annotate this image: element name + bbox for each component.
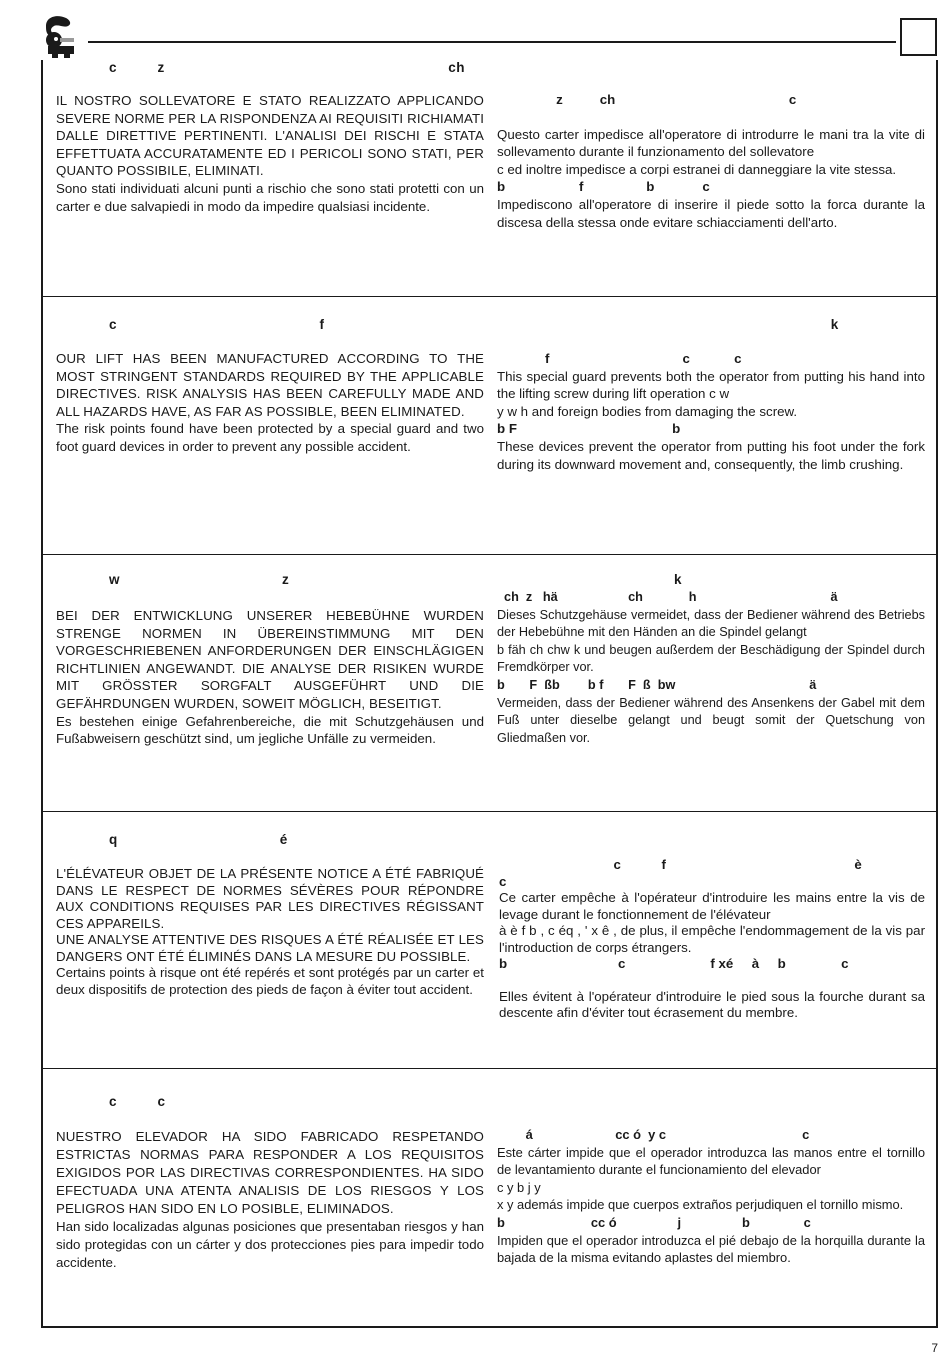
subheading: b F b — [497, 421, 681, 437]
paragraph: The risk points found have been protected by a special guard and two foot guard devices in order to prevent any possible accident. — [56, 421, 484, 454]
subheading: b c f xé à b c — [499, 956, 849, 971]
section-left-text — [56, 350, 484, 456]
paragraph: Es bestehen einige Gefahrenbereiche, die mit Schutzgehäusen und Fußabweisern geschützt sind, um jegliche Unfälle zu vermeiden. — [56, 713, 484, 747]
section-left-text — [56, 1128, 484, 1272]
section-right-text — [497, 1126, 925, 1267]
section-title: c c — [109, 1094, 166, 1109]
lift-mascot-logo-icon — [40, 12, 80, 58]
subheading: á cc ó y c c — [497, 1127, 810, 1142]
section-left-text — [56, 866, 484, 998]
subheading: b f b c — [497, 179, 710, 195]
paragraph: Certains points à risque ont été repérés et sont protégés par un carter et deux dispositifs de protection des pieds de façon à éviter tout accident. — [56, 965, 484, 997]
section-english — [43, 297, 936, 555]
paragraph: BEI DER ENTWICKLUNG UNSERER HEBEBÜHNE WURDEN STRENGE NORMEN IN ÜBEREINSTIMMUNG MIT DEN VORGESCHRIEBENEN ANFORDERUNGEN DER EINSCHLÄGIGEN RICHTLINIEN ANGEWANDT. DIE ANALYSE DER RISIKEN WURDE MIT GRÖSSTER SORGFALT AUSGEFÜHRT UND DIE GEFÄHRDUNGEN WURDEN, SOWEIT MÖGLICH, BESEITIGT. — [56, 608, 484, 711]
paragraph: Ce carter empêche à l'opérateur d'introduire les mains entre la vis de levage durant le fonctionnement de l'élévateur — [499, 890, 925, 922]
paragraph: Vermeiden, dass der Bediener während des Ansenkens der Gabel mit dem Fuß unter dieselbe gelangt und beugt somit der Quetschung von Gliedmaßen vor. — [497, 695, 925, 745]
page-number: 7 — [931, 1341, 938, 1355]
paragraph: NUESTRO ELEVADOR HA SIDO FABRICADO RESPETANDO ESTRICTAS NORMAS PARA RESPONDER A LOS REQUISITOS EXIGIDOS POR LAS DIRECTIVAS CORRESPONDIENTES. HA SIDO EFECTUADA UNA ATENTA ANALISIS DE LOS RIESGOS Y LOS PELIGROS HAN SIDO EN LO POSIBLE, ELIMINADOS. — [56, 1129, 484, 1216]
section-title: c z ch — [109, 60, 466, 75]
section-right-text — [499, 857, 925, 1022]
header-rule — [88, 41, 896, 43]
paragraph: Este cárter impide que el operador introduzca las manos entre el tornillo de levantamiento durante el funcionamiento del elevador — [497, 1144, 925, 1178]
paragraph: L'ÉLÉVATEUR OBJET DE LA PRÉSENTE NOTICE A ÉTÉ FABRIQUÉ DANS LE RESPECT DE NORMES SÉVÈRES POUR RÉPONDRE AUX CONDITIONS REQUISES PAR LES DIRECTIVES RÉGISSANT CES APPAREILS. — [56, 866, 484, 931]
section-french — [43, 812, 936, 1069]
section-right-text — [497, 91, 925, 231]
section-right-text — [497, 350, 925, 473]
subheading: f c c — [497, 351, 742, 366]
subheading: ch z hä ch h ä — [497, 590, 838, 604]
paragraph: Dieses Schutzgehäuse vermeidet, dass der Bediener während des Betriebs der Hebebühne mit den Händen an die Spindel gelangt — [497, 607, 925, 640]
paragraph: These devices prevent the operator from putting his foot under the fork during its downward movement and, consequently, the limb crushing. — [497, 438, 925, 472]
subheading: b cc ó j b c — [497, 1214, 811, 1230]
paragraph: Elles évitent à l'opérateur d'introduire le pied sous la fourche durant sa descente afin d'éviter tout écrasement du membre. — [499, 988, 925, 1020]
paragraph: UNE ANALYSE ATTENTIVE DES RISQUES A ÉTÉ RÉALISÉE ET LES DANGERS ONT ÉTÉ ÉLIMINÉS DANS LA MESURE DU POSSIBLE. — [56, 932, 484, 964]
paragraph: Sono stati individuati alcuni punti a rischio che sono stati protetti con un carter e due salvapiedi in modo da impedire qualsiasi incidente. — [56, 180, 484, 214]
paragraph: b fäh ch chw k und beugen außerdem der Beschädigung der Spindel durch Fremdkörper vor. — [497, 642, 925, 675]
section-spanish — [43, 1069, 936, 1326]
paragraph: à è f b , c éq , ' x ê , de plus, il empêche l'endommagement de la vis par l'introduction de corps étrangers. — [499, 923, 925, 955]
section-right-text — [497, 589, 925, 747]
section-title: q é — [109, 832, 288, 847]
subheading: b F ßb b f F ß bw ä — [497, 677, 817, 692]
section-german — [43, 555, 936, 812]
subheading: z ch c — [497, 92, 797, 107]
paragraph — [499, 973, 925, 989]
paragraph: y w h and foreign bodies from damaging the screw. — [497, 403, 798, 419]
content-frame — [41, 60, 938, 1328]
spacer — [497, 109, 925, 126]
section-italian — [43, 60, 936, 297]
paragraph: c y b j y x y además impide que cuerpos extraños perjudiquen el tornillo mismo. — [497, 1179, 904, 1213]
paragraph: Impiden que el operador introduzca el pié debajo de la horquilla durante la bajada de la misma evitando aplastes del miembro. — [497, 1232, 925, 1266]
section-left-text — [56, 607, 484, 748]
paragraph: Impediscono all'operatore di inserire il piede sotto la forca durante la discesa della stessa onde evitare schiacciamenti dell'arto. — [497, 196, 925, 230]
paragraph: Han sido localizadas algunas posiciones que presentaban riesgos y han sido protegidas con un cárter y dos protecciones pies para impedir todo accidente. — [56, 1219, 484, 1270]
paragraph: Questo carter impedisce all'operatore di introdurre le mani tra la vite di sollevamento durante il funzionamento del sollevatore — [497, 126, 925, 160]
paragraph: IL NOSTRO SOLLEVATORE E STATO REALIZZATO APPLICANDO SEVERE NORME PER LA RISPONDENZA AI REQUISITI RICHIAMATI DALLE DIRETTIVE PERTINENTI. L'ANALISI DEI RISCHI E STATA EFFETTUATA ACCURATAMENTE ED I PERICOLI SONO STATI, PER QUANTO POSSIBILE, ELIMINATI. — [56, 93, 484, 179]
section-left-text — [56, 92, 484, 215]
paragraph: This special guard prevents both the operator from putting his hand into the lifting screw during lift operation c w — [497, 368, 925, 402]
header-page-box — [900, 18, 937, 56]
section-title: c f k — [109, 317, 839, 332]
paragraph: c ed inoltre impedisce a corpi estranei di danneggiare la vite stessa. — [497, 161, 897, 177]
paragraph: OUR LIFT HAS BEEN MANUFACTURED ACCORDING TO THE MOST STRINGENT STANDARDS REQUIRED BY THE APPLICABLE DIRECTIVES. RISK ANALYSIS HAS BEEN CAREFULLY MADE AND ALL HAZARDS HAVE, AS FAR AS POSSIBLE, BEEN ELIMINATED. — [56, 351, 484, 419]
subheading: c f è c — [499, 857, 862, 889]
section-title: w z k — [109, 572, 683, 587]
